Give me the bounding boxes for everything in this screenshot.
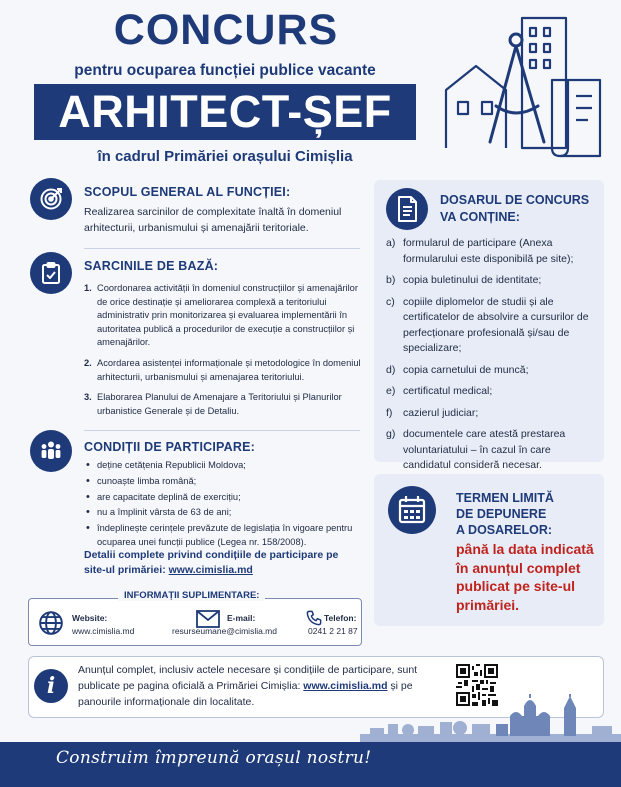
list-item: • îndeplinește cerințele prevăzute de legislația în vigoare pentru ocuparea unei funcții publice (Legea nr. 158/2008). [84,522,362,549]
deadline-title [456,490,554,538]
item-text: cazierul judiciar; [403,406,479,419]
position-title: ARHITECT-ȘEF [58,86,392,137]
phone-label: Telefon: [324,613,357,623]
list-item [386,427,600,474]
item-letter: d) [386,363,396,376]
info-icon: i [34,669,68,703]
item-letter: f) [386,406,393,419]
scope-text: Realizarea sarcinilor de complexitate înaltă în domeniul arhitecturii, urbanismului și amenajării teritoriale. [84,206,342,234]
conditions-title: CONDIȚII DE PARTICIPARE: [84,440,256,454]
list-item [386,363,600,379]
website-link[interactable]: www.cimislia.md [168,564,253,576]
header [0,0,621,168]
list-item [84,391,362,418]
page-title: CONCURS [113,6,339,54]
deadline-title-line: TERMEN LIMITĂ [456,491,554,505]
tasks-title: SARCINILE DE BAZĂ: [84,259,219,273]
city-skyline-icon [360,694,621,744]
list-item: • deține cetățenia Republicii Moldova; [84,459,362,473]
website-value[interactable]: www.cimislia.md [72,626,135,636]
dossier-list [386,236,600,480]
list-item [84,282,362,350]
item-text: copia buletinului de identitate; [403,274,542,286]
list-item [386,236,600,267]
deadline-text: până la data indicată în anunțul complet publicat pe site-ul primăriei. [456,541,594,613]
email-label: E-mail: [227,613,256,623]
email-info [172,612,277,638]
tasks-list [84,282,362,425]
globe-icon [38,610,64,636]
scope-section [30,178,360,248]
dossier-title-line: VA CONȚINE: [440,210,520,224]
footer-slogan: Construim împreună orașul nostru! [56,748,372,768]
scope-title: SCOPUL GENERAL AL FUNCȚIEI: [84,185,291,199]
details-text: Detalii complete privind condițiile de participare pe site-ul primăriei: [84,549,339,576]
list-item [386,384,600,400]
institution-line: în cadrul Primăriei orașului Cimișlia [97,148,353,165]
website-label: Website: [72,613,108,623]
additional-info-title: INFORMAȚII SUPLIMENTARE: [118,590,265,601]
item-text: Elaborarea Planului de Amenajare a Teritoriului și Planurilor urbanistice Generale și de Detaliu. [97,392,342,416]
architecture-illustration-icon [432,10,612,160]
notice-text-part: și pe panourile informaționale din localitate. [78,680,413,708]
list-item: • are capacitate deplină de exercițiu; [84,491,362,505]
item-letter: a) [386,237,396,249]
item-text: Acordarea asistenței informaționale și metodologice în domeniul arhitecturii, urbanismului și amenajarea teritoriului. [97,357,361,382]
website-link[interactable]: www.cimislia.md [303,680,388,692]
conditions-details [84,548,354,578]
list-item [386,273,600,289]
deadline-title-line: A DOSARELOR: [456,523,553,537]
list-item: • cunoaște limba română; [84,475,362,489]
list-item [386,295,600,357]
phone-value[interactable]: 0241 2 21 87 [308,626,358,636]
conditions-list [84,459,362,552]
document-icon [386,188,428,230]
subtitle: pentru ocuparea funcției publice vacante [74,62,376,79]
website-info [72,612,134,638]
divider [84,248,360,249]
item-text: certificatul medical; [403,385,493,397]
item-letter: b) [386,274,396,286]
list-item [84,357,362,384]
clipboard-check-icon [30,252,72,294]
people-icon [30,430,72,472]
item-number: 3. [84,392,92,403]
notice-text-part: Anunțul complet, inclusiv actele necesare și condițiile de participare, sunt publicate pe pagina oficială a Primăriei Cimișlia: [78,664,418,692]
item-text: documentele care atestă prestarea voluntariatului – în cazul în care candidatul consideră necesar. [403,428,566,471]
email-value[interactable]: resurseumane@cimislia.md [172,626,277,636]
item-letter: e) [386,385,396,397]
item-letter: g) [386,428,396,440]
item-text: copiile diplomelor de studii și ale certificatelor de absolvire a cursurilor de perfecționare profesională și/sau de specializare; [403,295,589,354]
item-letter: c) [386,295,395,308]
dossier-title-line: DOSARUL DE CONCURS [440,193,590,207]
item-number: 1. [84,283,92,293]
phone-info [308,612,358,638]
dossier-title [440,192,589,226]
target-icon [30,178,72,220]
item-text: Coordonarea activității în domeniul construcțiilor și amenajărilor de orice destinație și ameliorarea complexă a teritoriului administrativ prin monitorizarea și evaluarea implementării în autoritatea publică a procedurilor de execuție a construcțiilor și amenajărilor. [97,283,358,348]
item-number: 2. [84,357,92,368]
deadline-title-line: DE DEPUNERE [456,507,547,521]
list-item [386,406,600,422]
item-text: copia carnetului de muncă; [403,363,529,376]
item-text: formularul de participare (Anexa formularului este disponibilă pe site); [403,237,574,265]
list-item: • nu a împlinit vârsta de 63 de ani; [84,506,362,520]
calendar-icon [388,486,436,534]
